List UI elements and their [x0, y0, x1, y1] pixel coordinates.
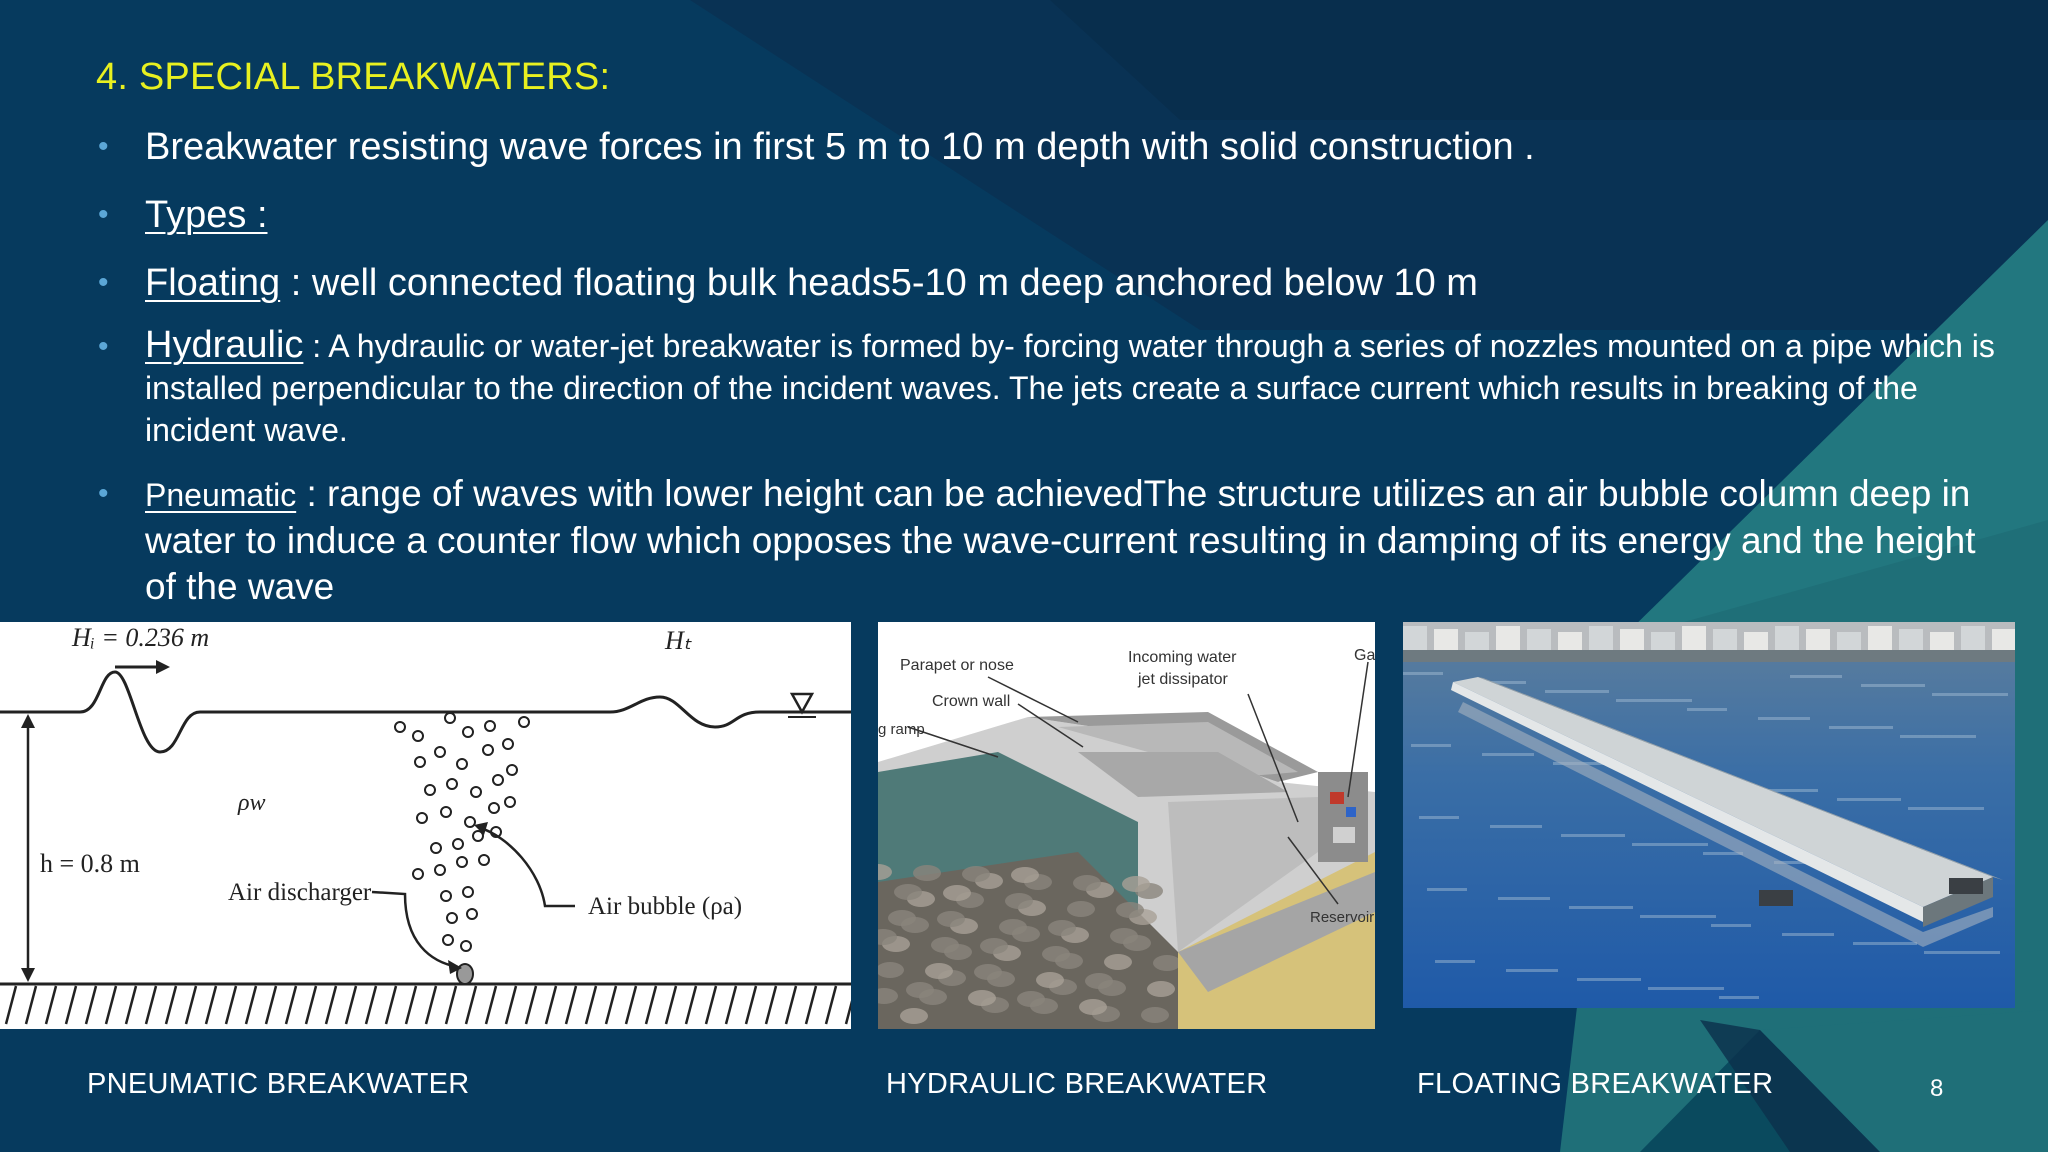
- caption-hydraulic: HYDRAULIC BREAKWATER: [886, 1068, 1268, 1100]
- reservoir-label: Reservoir: [1310, 909, 1375, 926]
- bullet-key: Types :: [145, 194, 268, 236]
- bullet-text: Breakwater resisting wave forces in first 5 m to 10 m depth with solid construction .: [145, 126, 1535, 168]
- hydraulic-illustration: [878, 622, 1375, 1029]
- caption-floating: FLOATING BREAKWATER: [1417, 1068, 1774, 1100]
- bullet-types: [96, 188, 1996, 242]
- bullet-key: Hydraulic: [145, 324, 304, 366]
- parapet-label: Parapet or nose: [900, 657, 1014, 674]
- bullet-floating: [96, 256, 1996, 310]
- bullet-text: : A hydraulic or water-jet breakwater is formed by- forcing water through a series of nozzles mounted on a pipe which is installed perpendicular to the direction of the incident waves. The jets create a surface current which results in breaking of the incident wave.: [145, 328, 1995, 448]
- wave-height-transmitted-label: Hₜ: [665, 626, 692, 655]
- bullet-dot-icon: •: [98, 330, 109, 363]
- page-number: 8: [1930, 1075, 1944, 1102]
- floating-breakwater-photo: [1403, 622, 2015, 1008]
- bullet-dot-icon: •: [98, 266, 109, 299]
- crown-wall-label: Crown wall: [932, 693, 1011, 710]
- slide-title: 4. SPECIAL BREAKWATERS:: [96, 56, 611, 98]
- incoming-water-label: Incoming water: [1128, 649, 1237, 666]
- bullet-list: [96, 120, 1996, 610]
- bullet-dot-icon: •: [98, 198, 109, 231]
- bullet-dot-icon: •: [98, 477, 109, 510]
- ramp-label: g ramp: [878, 721, 925, 738]
- bullet-definition: [96, 120, 1996, 174]
- gate-label: Ga: [1354, 647, 1375, 664]
- bullet-key: Floating: [145, 262, 281, 304]
- air-bubble-label: Air bubble (ρa): [588, 893, 743, 920]
- water-depth-label: h = 0.8 m: [40, 849, 140, 878]
- bullet-dot-icon: •: [98, 130, 109, 163]
- air-discharger-label: Air discharger: [228, 879, 372, 906]
- bullet-pneumatic: [96, 471, 1996, 610]
- bullet-key: Pneumatic: [145, 477, 297, 513]
- water-density-label: ρw: [238, 790, 266, 816]
- wave-height-incident-label: Hᵢ = 0.236 m: [72, 623, 210, 652]
- bullet-text: : range of waves with lower height can be achievedThe structure utilizes an air bubble column deep in water to induce a counter flow which opposes the wave-current resulting in damping of its energy and the height of the wave: [145, 473, 1976, 607]
- bullet-text: : well connected floating bulk heads5-10 m deep anchored below 10 m: [280, 262, 1478, 304]
- bullet-hydraulic: [96, 324, 1996, 451]
- pneumatic-diagram: [0, 622, 851, 1029]
- jet-dissipator-label: jet dissipator: [1138, 671, 1228, 688]
- caption-pneumatic: PNEUMATIC BREAKWATER: [87, 1068, 470, 1100]
